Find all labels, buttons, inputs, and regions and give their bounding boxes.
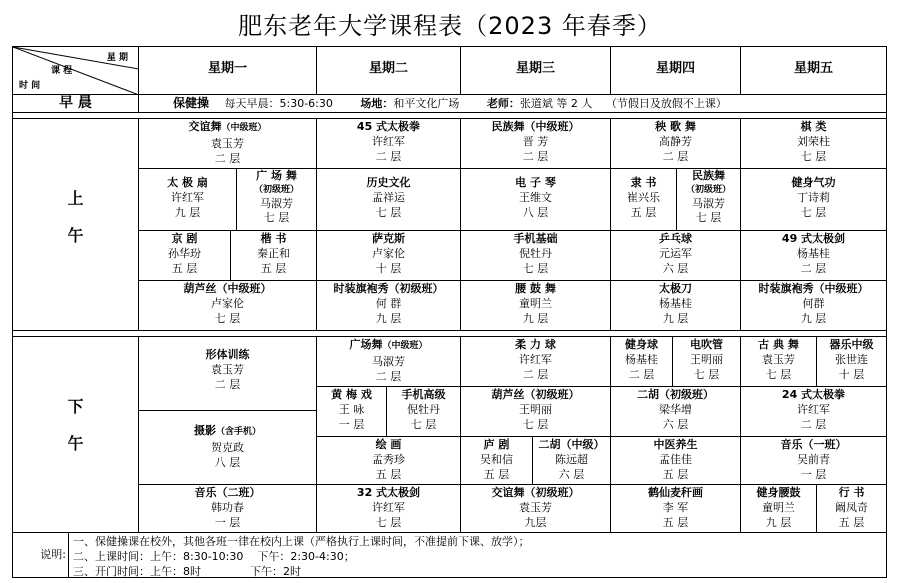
teacher: 马淑芳	[260, 197, 293, 210]
floor: 二 层	[800, 418, 827, 431]
course-name: 形体训练	[205, 348, 250, 361]
pm-fri-3	[741, 437, 886, 485]
teacher: 王 咏	[338, 403, 365, 416]
course-name: 京 剧	[171, 232, 198, 245]
course-name: 鹤仙麦秆画	[648, 486, 703, 499]
course-name: 广场舞	[349, 338, 383, 351]
teacher: 贺克政	[211, 441, 244, 454]
course-name: 广 场 舞	[256, 169, 297, 182]
floor: 九 层	[765, 516, 792, 529]
teacher: 刘荣柱	[797, 135, 830, 148]
teacher: 孟秀珍	[372, 453, 405, 466]
morning-teacher: 张道斌 等 2 人	[519, 97, 593, 110]
teacher: 马淑芳	[692, 197, 725, 210]
pm-thu-3	[611, 437, 741, 485]
floor: 九 层	[662, 312, 689, 325]
am-label-b: 午	[67, 226, 84, 245]
floor: 二 层	[522, 150, 549, 163]
floor: 一 层	[338, 418, 365, 431]
am-fri-2	[741, 169, 886, 231]
page-title: 肥东老年大学课程表（2023 年春季）	[238, 12, 662, 40]
day-header-tue: 星期二	[317, 47, 461, 95]
floor: 九 层	[174, 206, 201, 219]
course-name: 二胡（中级）	[538, 438, 605, 451]
course-name: 摄影	[193, 424, 216, 437]
am-tue-3	[317, 231, 461, 281]
course-name: 民族舞	[692, 169, 725, 182]
teacher: 晋 芳	[522, 135, 549, 148]
floor: 八 层	[214, 456, 241, 469]
am-mon-3a	[139, 231, 231, 281]
teacher: 童明兰	[519, 297, 552, 310]
course-name: 健身气功	[791, 176, 836, 189]
teacher: 秦正和	[257, 247, 290, 260]
course-tag: （中级班）	[382, 341, 428, 351]
pm-label-a: 下	[67, 397, 84, 416]
am-thu-3	[611, 231, 741, 281]
course-name: 32 式太极剑	[356, 486, 421, 499]
morning-exercise-row	[139, 95, 886, 113]
floor: 九 层	[800, 312, 827, 325]
floor: 九层	[524, 516, 547, 529]
morning-place-label: 场地：	[360, 97, 394, 110]
teacher: 卢家伦	[372, 247, 405, 260]
teacher: 许红军	[372, 135, 405, 148]
am-fri-4	[741, 281, 886, 331]
pm-wed-3b	[533, 437, 611, 485]
teacher: 丁诗莉	[797, 191, 830, 204]
pm-wed-1	[461, 337, 611, 387]
teacher: 杨基桂	[797, 247, 830, 260]
floor: 二 层	[214, 152, 241, 165]
am-wed-4	[461, 281, 611, 331]
floor: 六 层	[558, 468, 585, 481]
teacher: 元运军	[659, 247, 692, 260]
day-header-mon: 星期一	[139, 47, 317, 95]
floor: 七 层	[263, 211, 290, 224]
course-name: 隶 书	[630, 176, 657, 189]
pm-label-b: 午	[67, 434, 84, 453]
teacher: 孟佳佳	[659, 453, 692, 466]
pm-fri-4a	[741, 485, 817, 533]
floor: 二 层	[375, 370, 402, 383]
morning-course: 保健操	[173, 96, 210, 110]
pm-thu-1b	[673, 337, 741, 387]
am-thu-4	[611, 281, 741, 331]
morning-label: 早 晨	[13, 95, 139, 113]
teacher: 杨基桂	[659, 297, 692, 310]
course-name: 棋 类	[800, 120, 827, 133]
am-thu-1	[611, 119, 741, 169]
pm-fri-1b	[817, 337, 886, 387]
teacher: 陈远超	[555, 453, 588, 466]
teacher: 童明兰	[762, 501, 795, 514]
course-name: 民族舞（中级班）	[491, 120, 580, 133]
teacher: 何 群	[375, 297, 402, 310]
floor: 九 层	[375, 312, 402, 325]
course-name: 二胡（初级班）	[637, 388, 714, 401]
floor: 一 层	[800, 468, 827, 481]
course-tag: （含手机）	[215, 427, 261, 437]
floor: 七 层	[800, 150, 827, 163]
day-header-thu: 星期四	[611, 47, 741, 95]
teacher: 孙华玢	[168, 247, 201, 260]
floor: 二 层	[662, 150, 689, 163]
course-name: 手机基础	[513, 232, 558, 245]
course-name: 49 式太极剑	[781, 232, 846, 245]
floor: 十 层	[375, 262, 402, 275]
floor: 七 层	[214, 312, 241, 325]
course-name: 24 式太极拳	[781, 388, 846, 401]
course-name: 时装旗袍秀（初级班）	[333, 282, 444, 295]
floor: 七 层	[410, 418, 437, 431]
am-thu-2a	[611, 169, 677, 231]
teacher: 王明丽	[690, 353, 723, 366]
am-thu-2b	[677, 169, 741, 231]
pm-wed-4	[461, 485, 611, 533]
floor: 七 层	[522, 262, 549, 275]
teacher: 倪牡丹	[519, 247, 552, 260]
course-name: 交谊舞	[188, 120, 222, 133]
am-fri-3	[741, 231, 886, 281]
teacher: 许红军	[797, 403, 830, 416]
pm-thu-4	[611, 485, 741, 533]
teacher: 高静芳	[659, 135, 692, 148]
teacher: 孟祥运	[372, 191, 405, 204]
pm-tue-4	[317, 485, 461, 533]
pm-mon-1	[139, 337, 317, 411]
teacher: 崔兴乐	[627, 191, 660, 204]
course-name: 葫芦丝（中级班）	[183, 282, 272, 295]
pm-fri-4b	[817, 485, 886, 533]
teacher: 袁玉芳	[211, 363, 244, 376]
course-name: 腰 鼓 舞	[515, 282, 556, 295]
pm-thu-2	[611, 387, 741, 437]
course-name: 音乐（二班）	[194, 486, 261, 499]
am-mon-2a	[139, 169, 237, 231]
course-name: 楷 书	[260, 232, 287, 245]
notes-label: 说明:	[13, 533, 69, 577]
course-name: 中医养生	[653, 438, 698, 451]
pm-tue-2a	[317, 387, 387, 437]
note-line: 一、保健操课在校外，其他各班一律在校内上课（严格执行上课时间，不准提前下课、放学）；	[73, 535, 530, 548]
course-name: 太极刀	[659, 282, 692, 295]
am-mon-2b	[237, 169, 317, 231]
floor: 一 层	[214, 516, 241, 529]
floor: 七 层	[765, 368, 792, 381]
floor: 七 层	[693, 368, 720, 381]
am-mon-4	[139, 281, 317, 331]
corner-week-label: 星 期	[106, 53, 128, 63]
pm-fri-2	[741, 387, 886, 437]
floor: 九 层	[522, 312, 549, 325]
am-tue-4	[317, 281, 461, 331]
corner-header	[13, 47, 139, 95]
am-mon-1	[139, 119, 317, 169]
day-header-wed: 星期三	[461, 47, 611, 95]
teacher: 张世连	[835, 353, 868, 366]
pm-tue-3	[317, 437, 461, 485]
teacher: 吴前青	[797, 453, 830, 466]
course-name: 庐 剧	[483, 438, 510, 451]
course-name: 黄 梅 戏	[331, 388, 372, 401]
teacher: 王明丽	[519, 403, 552, 416]
teacher: 杨基桂	[625, 353, 658, 366]
course-name: 太 极 扇	[167, 176, 208, 189]
teacher: 袁玉芳	[519, 501, 552, 514]
course-name: 健身腰鼓	[756, 486, 801, 499]
course-name: 柔 力 球	[515, 338, 556, 351]
teacher: 梁华增	[659, 403, 692, 416]
am-tue-1	[317, 119, 461, 169]
teacher: 吴和信	[480, 453, 513, 466]
am-mon-3b	[231, 231, 317, 281]
pm-wed-2	[461, 387, 611, 437]
floor: 六 层	[662, 418, 689, 431]
morning-teacher-label: 老师：	[486, 97, 520, 110]
afternoon-section-label	[13, 337, 139, 533]
course-name: 古 典 舞	[758, 338, 799, 351]
floor: 五 层	[483, 468, 510, 481]
course-name: 手机高级	[401, 388, 446, 401]
corner-course-label: 课 程	[51, 66, 73, 76]
floor: 二 层	[628, 368, 655, 381]
pm-mon-2	[139, 411, 317, 485]
pm-tue-2b	[387, 387, 461, 437]
schedule-table	[12, 46, 887, 578]
course-name: 器乐中级	[829, 338, 874, 351]
course-name: 交谊舞（初级班）	[491, 486, 580, 499]
course-name: 绘 画	[375, 438, 402, 451]
am-label-a: 上	[67, 189, 84, 208]
am-wed-1	[461, 119, 611, 169]
course-name: 秧 歌 舞	[655, 120, 696, 133]
floor: 七 层	[375, 206, 402, 219]
pm-wed-3a	[461, 437, 533, 485]
am-wed-2	[461, 169, 611, 231]
floor: 七 层	[375, 516, 402, 529]
teacher: 何群	[802, 297, 825, 310]
floor: 五 层	[375, 468, 402, 481]
floor: 七 层	[800, 206, 827, 219]
notes-block	[73, 534, 883, 579]
teacher: 卢家伦	[211, 297, 244, 310]
am-wed-3	[461, 231, 611, 281]
course-name: 45 式太极拳	[356, 120, 421, 133]
course-name: 电 子 琴	[515, 176, 556, 189]
day-header-fri: 星期五	[741, 47, 886, 95]
floor: 五 层	[260, 262, 287, 275]
floor: 二 层	[214, 378, 241, 391]
course-tag: （初级班）	[685, 185, 731, 195]
floor: 七 层	[695, 211, 722, 224]
am-fri-1	[741, 119, 886, 169]
floor: 五 层	[662, 468, 689, 481]
floor: 八 层	[522, 206, 549, 219]
course-name: 时装旗袍秀（中级班）	[758, 282, 869, 295]
teacher: 阚凤奇	[835, 501, 868, 514]
pm-thu-1a	[611, 337, 673, 387]
course-tag: （中级班）	[221, 123, 267, 133]
morning-time: 每天早晨：5:30-6:30	[224, 97, 333, 110]
course-name: 音乐（一班）	[780, 438, 847, 451]
morning-note: （节假日及放假不上课）	[605, 97, 727, 110]
teacher: 许红军	[372, 501, 405, 514]
floor: 二 层	[375, 150, 402, 163]
floor: 五 层	[171, 262, 198, 275]
course-name: 健身球	[625, 338, 658, 351]
course-name: 葫芦丝（初级班）	[491, 388, 580, 401]
floor: 五 层	[630, 206, 657, 219]
floor: 二 层	[522, 368, 549, 381]
teacher: 韩功春	[211, 501, 244, 514]
corner-time-label: 时 间	[19, 81, 41, 91]
teacher: 袁玉芳	[211, 137, 244, 150]
floor: 十 层	[838, 368, 865, 381]
teacher: 许红军	[519, 353, 552, 366]
pm-mon-3	[139, 485, 317, 533]
floor: 六 层	[662, 262, 689, 275]
note-line: 三、开门时间：上午：8时 下午：2时	[73, 565, 301, 578]
pm-tue-1	[317, 337, 461, 387]
course-name: 电吹管	[690, 338, 723, 351]
teacher: 许红军	[171, 191, 204, 204]
teacher: 倪牡丹	[407, 403, 440, 416]
course-name: 历史文化	[366, 176, 411, 189]
am-tue-2	[317, 169, 461, 231]
course-name: 行 书	[838, 486, 865, 499]
note-line: 二、上课时间：上午：8:30-10:30 下午：2:30-4:30；	[73, 550, 355, 563]
floor: 二 层	[800, 262, 827, 275]
course-name: 萨克斯	[372, 232, 405, 245]
teacher: 袁玉芳	[762, 353, 795, 366]
morning-section-label	[13, 119, 139, 331]
teacher: 李 军	[662, 501, 689, 514]
floor: 七 层	[522, 418, 549, 431]
teacher: 王维文	[519, 191, 552, 204]
morning-place: 和平文化广场	[393, 97, 460, 110]
pm-fri-1a	[741, 337, 817, 387]
floor: 五 层	[838, 516, 865, 529]
course-name: 乒乓球	[659, 232, 692, 245]
course-tag: （初级班）	[253, 185, 299, 195]
teacher: 马淑芳	[372, 355, 405, 368]
floor: 五 层	[662, 516, 689, 529]
